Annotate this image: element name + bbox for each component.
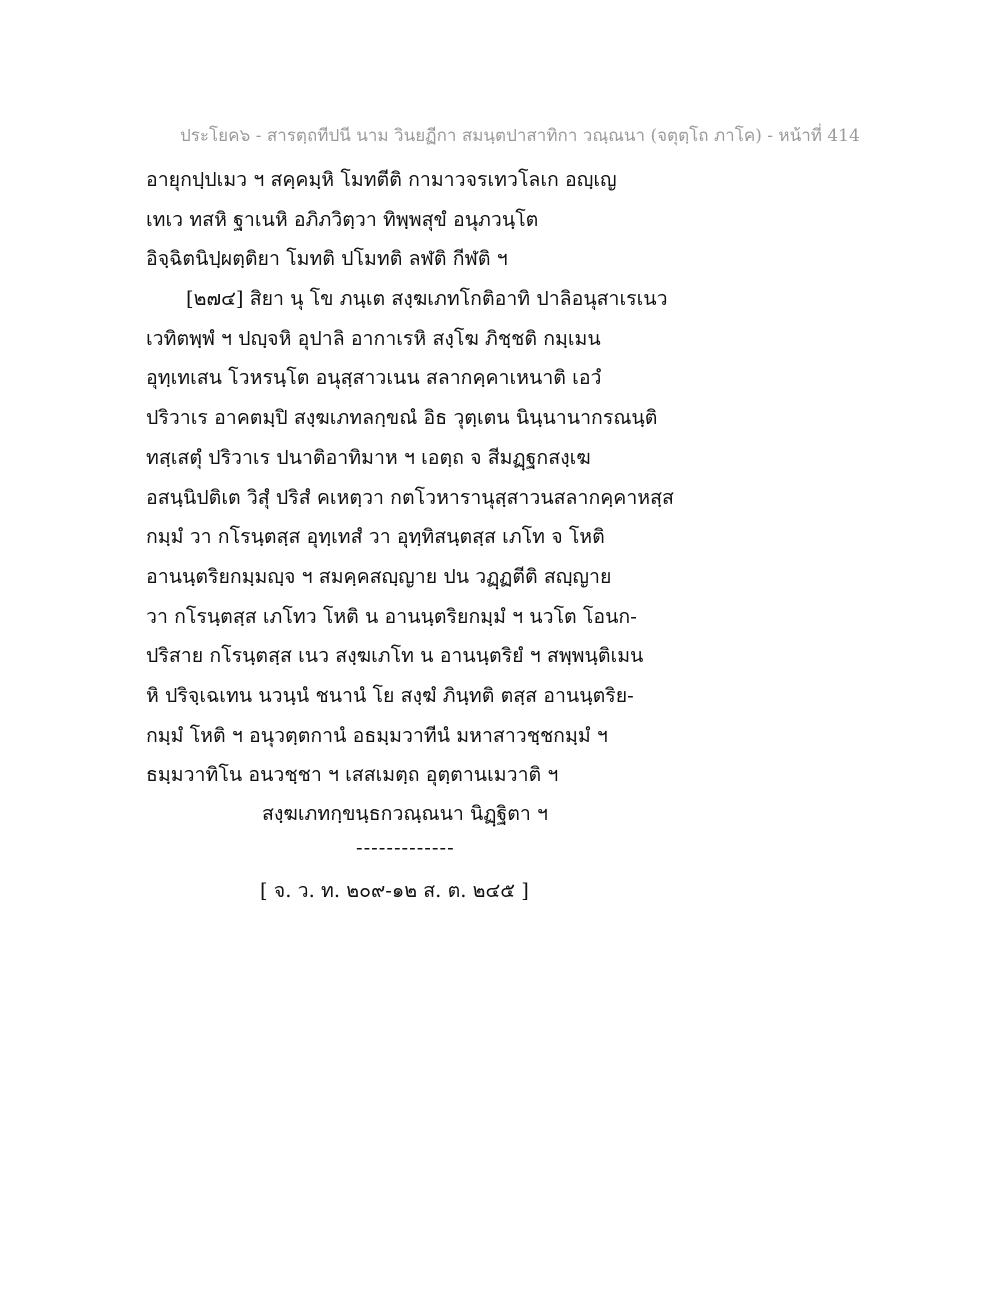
text-line: อิจฺฉิตนิปฺผตฺติยา โมทติ ปโมทติ ลฬติ กีฬติ ฯ bbox=[146, 247, 508, 271]
text-line: ธมฺมวาทิโน อนวชฺชา ฯ เสสเมตฺถ อุตฺตานเมวาติ ฯ bbox=[146, 763, 559, 787]
text-line: หิ ปริจฺเฉเทน นวนฺนํ ชนานํ โย สงฺฆํ ภินฺทติ ตสฺส อานนฺตริย- bbox=[146, 683, 634, 707]
text-line: อานนฺตริยกมฺมญฺจ ฯ สมคฺคสญฺญาย ปน วฏฺฏตีติ สญฺญาย bbox=[146, 564, 612, 588]
text-line: ทสฺเสตุํ ปริวาเร ปนาติอาทิมาห ฯ เอตฺถ จ สีมฏฺฐกสงฺเฆ bbox=[146, 445, 591, 469]
source-reference: [ จ. ว. ท. ๒๐๙-๑๒ ส. ต. ๒๔๕ ] bbox=[260, 879, 529, 902]
text-line: อุทฺเทเสน โวหรนฺโต อนุสฺสาวเนน สลากคฺคาเหนาติ เอวํ bbox=[146, 366, 602, 390]
section-colophon: สงฺฆเภทกฺขนฺธกวณฺณนา นิฏฺฐิตา ฯ bbox=[262, 802, 548, 825]
text-line: อายุกปฺปเมว ฯ สคฺคมฺหิ โมทตีติ กามาวจรเทวโลเก อญฺเญ bbox=[146, 168, 617, 191]
text-line: เทเว ทสหิ ฐาเนหิ อภิภวิตฺวา ทิพฺพสุขํ อนุภวนฺโต bbox=[146, 207, 539, 231]
text-line: ปริสาย กโรนฺตสฺส เนว สงฺฆเภโท น อานนฺตริยํ ฯ สพฺพนฺติเมน bbox=[146, 644, 644, 668]
running-header: ประโยค๖ - สารตฺถทีปนี นาม วินยฏีกา สมนฺตปาสาทิกา วณฺณนา (จตุตฺโถ ภาโค) - หน้าที่ 414 bbox=[180, 126, 860, 146]
text-line: ปริวาเร อาคตมฺปิ สงฺฆเภทลกฺขณํ อิธ วุตฺเตน นินฺนานากรณนฺติ bbox=[146, 406, 658, 430]
text-line: อสนฺนิปติเต วิสุํ ปริสํ คเหตฺวา กตโวหารานุสฺสาวนสลากคฺคาหสฺส bbox=[146, 485, 674, 509]
text-line: วา กโรนฺตสฺส เภโทว โหติ น อานนฺตริยกมฺมํ ฯ นวโต โอนก- bbox=[146, 604, 637, 628]
body-text bbox=[146, 160, 706, 795]
text-line: กมฺมํ วา กโรนฺตสฺส อุทฺเทสํ วา อุทฺทิสนฺตสฺส เภโท จ โหติ bbox=[146, 525, 605, 549]
text-line: เวทิตพฺพํ ฯ ปญฺจหิ อุปาลิ อากาเรหิ สงฺโฆ ภิชฺชติ กมฺเมน bbox=[146, 326, 601, 350]
text-line: กมฺมํ โหติ ฯ อนุวตฺตกานํ อธมฺมวาทีนํ มหาสาวชฺชกมฺมํ ฯ bbox=[146, 723, 608, 747]
paragraph-start-line: [๒๗๔] สิยา นุ โข ภนฺเต สงฺฆเภทโกติอาทิ ปาลิอนุสาเรเนว bbox=[186, 287, 668, 311]
section-divider: ------------- bbox=[356, 836, 455, 859]
